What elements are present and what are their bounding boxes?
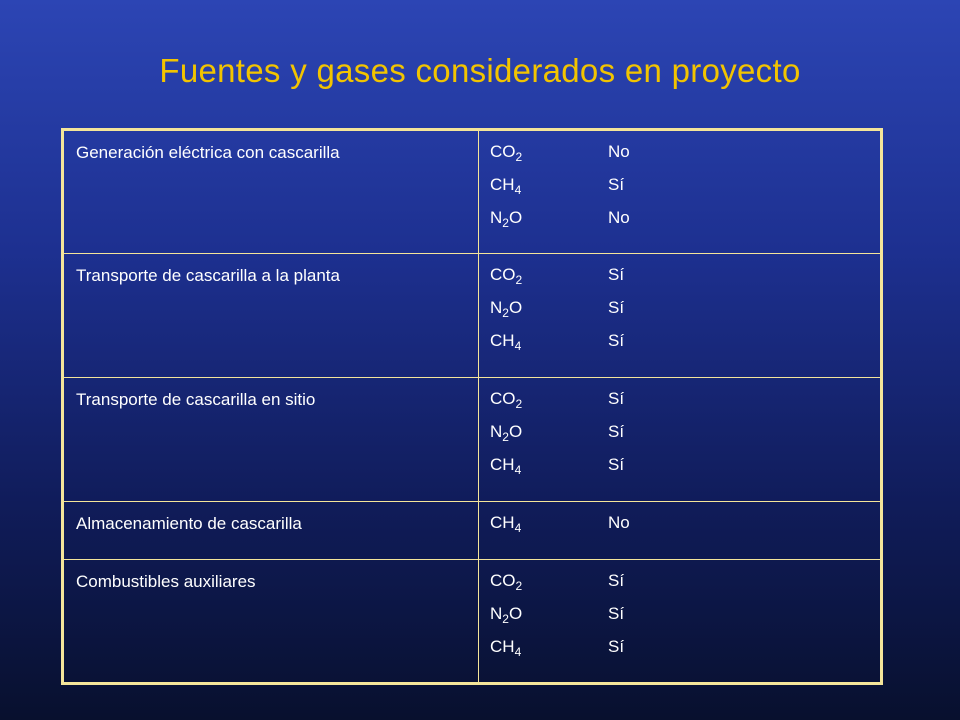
gas-formula-base: CH [490, 455, 515, 474]
gas-line [490, 638, 880, 671]
gas-formula [490, 571, 608, 593]
gas-formula-base: N [490, 604, 503, 623]
gas-formula-subscript: 2 [502, 216, 509, 230]
gas-formula-base: CH [490, 175, 515, 194]
source-cell: Generación eléctrica con cascarilla [63, 130, 479, 254]
gas-line [490, 332, 880, 365]
gas-formula-base: N [490, 208, 503, 227]
gas-status: No [608, 513, 630, 532]
gas-status: Sí [608, 455, 625, 474]
gas-formula [490, 298, 608, 320]
gas-status: Sí [608, 422, 625, 441]
gas-formula-base: CH [490, 331, 515, 350]
gas-formula-subscript: 2 [502, 612, 509, 626]
table-row [63, 560, 882, 684]
gas-status: Sí [608, 175, 625, 194]
gas-formula-base: CO [490, 571, 516, 590]
gas-status: Sí [608, 571, 625, 590]
gas-status: No [608, 208, 630, 227]
gas-status: Sí [608, 604, 625, 623]
gas-formula-subscript: 2 [515, 273, 523, 287]
gas-line [490, 299, 880, 332]
source-cell: Transporte de cascarilla a la planta [63, 254, 479, 378]
gas-line [490, 209, 880, 242]
gas-formula-subscript: 4 [514, 183, 522, 197]
table-row [63, 502, 882, 560]
gas-formula [490, 422, 608, 444]
gas-formula-tail: O [508, 604, 523, 623]
gas-formula-subscript: 2 [515, 579, 523, 593]
gas-line [490, 143, 880, 176]
gases-cell [479, 254, 882, 378]
gas-formula-tail: O [508, 208, 523, 227]
gas-line [490, 423, 880, 456]
gas-line [490, 605, 880, 638]
table-row [63, 378, 882, 502]
gas-formula-base: CO [490, 389, 516, 408]
gas-formula-subscript: 4 [514, 463, 522, 477]
gases-cell [479, 502, 882, 560]
table-row [63, 254, 882, 378]
gas-formula [490, 265, 608, 287]
gas-status: Sí [608, 265, 625, 284]
source-cell: Almacenamiento de cascarilla [63, 502, 479, 560]
gas-status: Sí [608, 389, 625, 408]
gas-formula-base: CO [490, 265, 516, 284]
source-cell: Transporte de cascarilla en sitio [63, 378, 479, 502]
gas-line [490, 390, 880, 423]
gas-formula-tail: O [508, 422, 523, 441]
gas-formula-subscript: 4 [514, 645, 522, 659]
gas-formula-subscript: 4 [514, 339, 522, 353]
gas-formula-base: CO [490, 142, 516, 161]
gas-formula-base: N [490, 422, 503, 441]
gas-formula-base: CH [490, 637, 515, 656]
gas-line [490, 514, 880, 547]
gases-cell [479, 378, 882, 502]
gas-formula-subscript: 2 [502, 430, 509, 444]
gases-cell [479, 130, 882, 254]
slide-title: Fuentes y gases considerados en proyecto [159, 52, 801, 89]
gas-formula-subscript: 2 [502, 306, 509, 320]
gas-formula [490, 175, 608, 197]
gas-formula [490, 208, 608, 230]
gas-formula-base: CH [490, 513, 515, 532]
gas-formula [490, 389, 608, 411]
gas-line [490, 266, 880, 299]
gas-status: No [608, 142, 630, 161]
gases-cell [479, 560, 882, 684]
gas-formula [490, 604, 608, 626]
gas-line [490, 176, 880, 209]
gas-formula [490, 142, 608, 164]
gas-status: Sí [608, 298, 625, 317]
table-row [63, 130, 882, 254]
gas-formula-subscript: 2 [515, 150, 523, 164]
gas-line [490, 456, 880, 489]
gas-formula [490, 455, 608, 477]
source-cell: Combustibles auxiliares [63, 560, 479, 684]
sources-gases-table [61, 128, 883, 685]
gas-formula [490, 637, 608, 659]
gas-formula-subscript: 4 [514, 521, 522, 535]
gas-status: Sí [608, 637, 625, 656]
gas-formula-subscript: 2 [515, 397, 523, 411]
gas-formula [490, 513, 608, 535]
gas-formula-tail: O [508, 298, 523, 317]
gas-line [490, 572, 880, 605]
gas-formula [490, 331, 608, 353]
gas-status: Sí [608, 331, 625, 350]
gas-formula-base: N [490, 298, 503, 317]
